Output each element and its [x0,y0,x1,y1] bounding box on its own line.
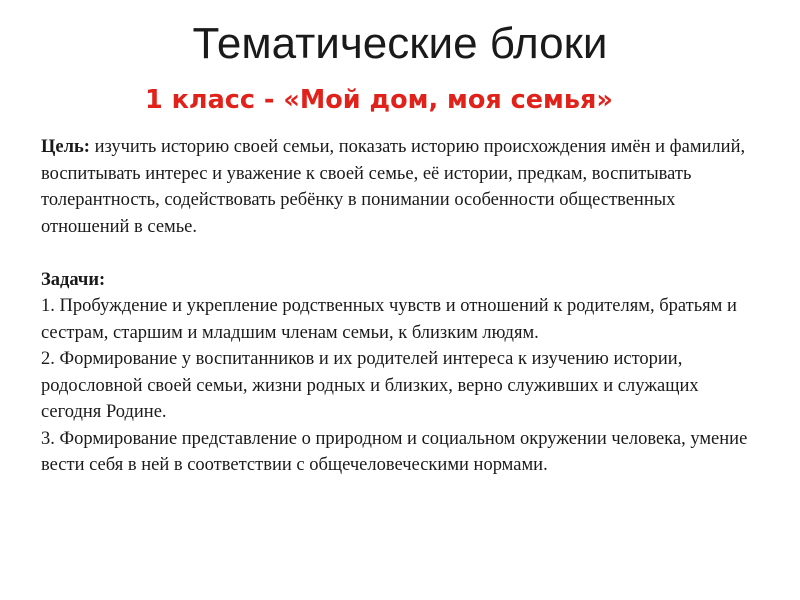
task-item-1: 1. Пробуждение и укрепление родственных чувств и отношений к родителям, братьям и сестрам, старшим и младшим членам семьи, к близким людям. [41,296,737,343]
goal-text: изучить историю своей семьи, показать историю происхождения имён и фамилий, воспитывать интерес и уважение к своей семье, её истории, предкам, воспитывать толерантность, содействовать ребёнку в понимании особенности общественных отношений в семье. [41,137,746,237]
paragraph-spacer [41,240,761,267]
goal-label: Цель: [41,137,90,157]
slide-subtitle: 1 класс - «Мой дом, моя семья» [145,85,613,115]
slide-body [41,134,761,479]
task-item-3: 3. Формирование представление о природном и социальном окружении человека, умение вести себя в ней в соответствии с общечеловеческими нормами. [41,428,748,475]
goal-paragraph [41,134,761,240]
task-item-2: 2. Формирование у воспитанников и их родителей интереса к изучению истории, родословной своей семьи, жизни родных и близких, верно служивших и служащих сегодня Родине. [41,349,699,422]
tasks-label: Задачи: [41,269,106,290]
slide-title: Тематические блоки [192,19,608,68]
